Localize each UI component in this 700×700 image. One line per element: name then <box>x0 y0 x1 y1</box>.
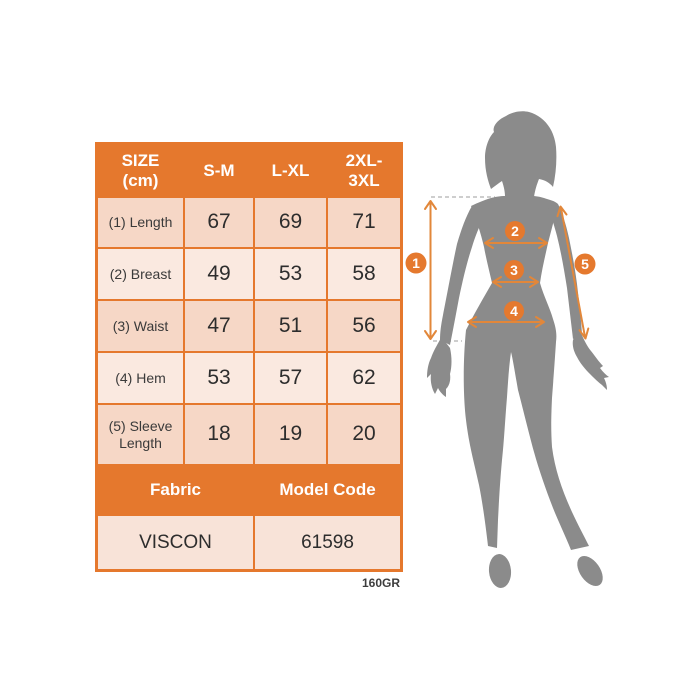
marker-num-1: 1 <box>412 255 420 271</box>
fabric-header: Fabric <box>98 466 253 514</box>
row-waist-label: (3) Waist <box>98 301 183 351</box>
marker-4 <box>504 301 524 321</box>
length-arrow <box>425 201 436 339</box>
row-breast-sm: 49 <box>185 249 253 299</box>
row-sleeve-2xl3xl: 20 <box>328 405 400 464</box>
row-hem-label: (4) Hem <box>98 353 183 403</box>
woman-silhouette <box>427 111 609 590</box>
row-breast-label: (2) Breast <box>98 249 183 299</box>
row-hem-lxl: 57 <box>255 353 326 403</box>
marker-1 <box>406 253 427 274</box>
marker-5 <box>575 254 596 275</box>
size-table <box>95 142 403 572</box>
model-code-header: Model Code <box>255 466 400 514</box>
row-breast-lxl: 53 <box>255 249 326 299</box>
row-length-sm: 67 <box>185 198 253 247</box>
row-length-2xl3xl: 71 <box>328 198 400 247</box>
marker-num-4: 4 <box>510 303 518 319</box>
header-size-sm: S-M <box>185 145 253 196</box>
row-hem-sm: 53 <box>185 353 253 403</box>
marker-3 <box>504 260 524 280</box>
header-size-2xl3xl: 2XL-3XL <box>328 145 400 196</box>
row-breast-2xl3xl: 58 <box>328 249 400 299</box>
marker-num-5: 5 <box>581 256 589 272</box>
marker-num-2: 2 <box>511 223 519 239</box>
header-size-cm: SIZE (cm) <box>98 145 183 196</box>
row-hem-2xl3xl: 62 <box>328 353 400 403</box>
marker-num-3: 3 <box>510 262 518 278</box>
marker-2 <box>505 221 525 241</box>
measurement-figure <box>402 100 640 605</box>
fabric-weight-note: 160GR <box>361 576 400 590</box>
fabric-value: VISCON <box>98 516 253 569</box>
row-sleeve-lxl: 19 <box>255 405 326 464</box>
row-sleeve-label: (5) Sleeve Length <box>98 405 183 464</box>
row-waist-lxl: 51 <box>255 301 326 351</box>
row-sleeve-sm: 18 <box>185 405 253 464</box>
row-waist-sm: 47 <box>185 301 253 351</box>
row-waist-2xl3xl: 56 <box>328 301 400 351</box>
row-length-label: (1) Length <box>98 198 183 247</box>
row-length-lxl: 69 <box>255 198 326 247</box>
header-size-lxl: L-XL <box>255 145 326 196</box>
model-code-value: 61598 <box>255 516 400 569</box>
